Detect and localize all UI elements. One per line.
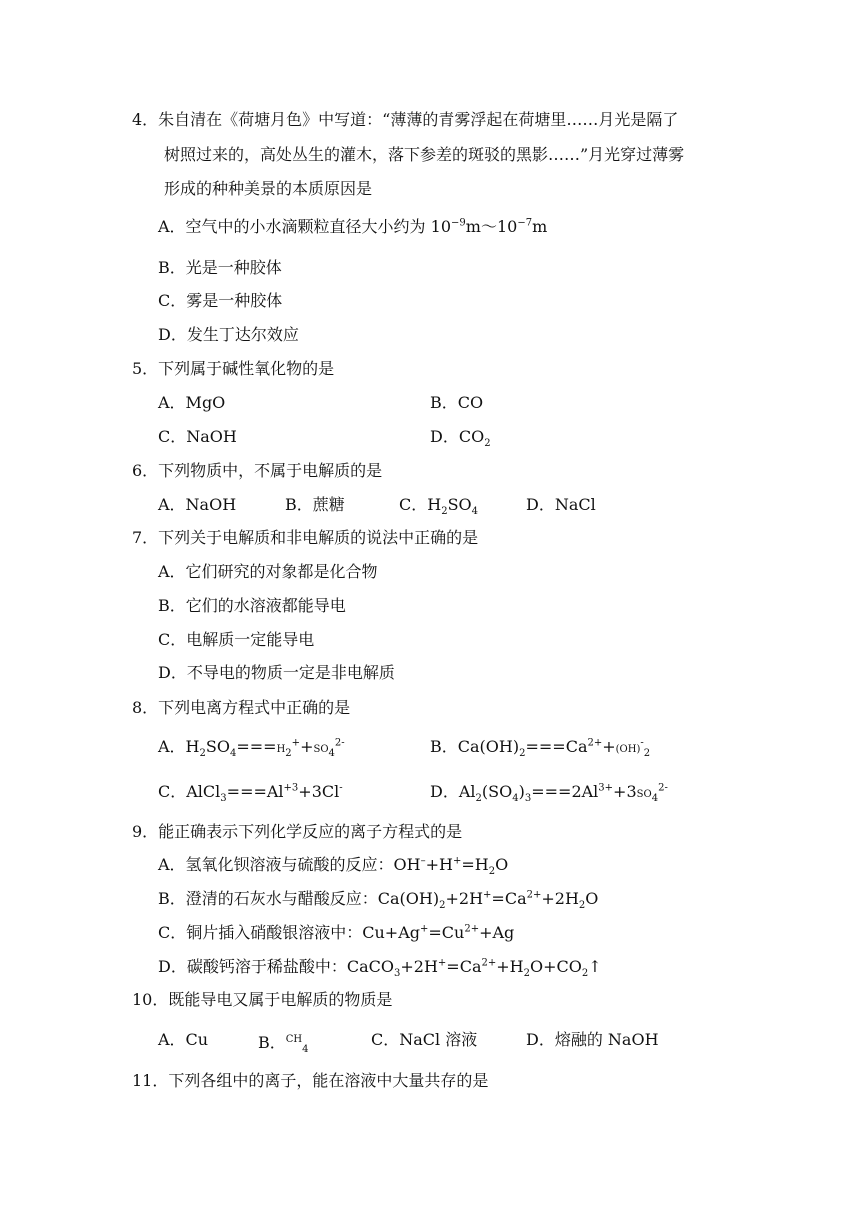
q9-stem: 9．能正确表示下列化学反应的离子方程式的是 <box>132 822 463 841</box>
q10-stem: 10．既能导电又属于电解质的物质是 <box>132 990 393 1009</box>
q10-option-c: C．NaCl 溶液 <box>371 1030 478 1049</box>
q6-option-b: B．蔗糖 <box>285 495 345 514</box>
q6-option-d: D．NaCl <box>526 495 596 514</box>
q5-option-c: C．NaOH <box>158 427 237 446</box>
q7-option-c: C．电解质一定能导电 <box>158 630 315 649</box>
q10-option-b: B．$^{CH}_4$ <box>258 1033 309 1056</box>
q9-option-d: D．碳酸钙溶于稀盐酸中：$CaCO_3+2H^+=Ca^{2+}+H_2O+CO_2↑$ <box>158 957 602 980</box>
q5-stem: 5．下列属于碱性氧化物的是 <box>132 359 335 378</box>
q8-option-c: C．$AlCl_3===Al^{+3}+3Cl^-$ <box>158 782 343 805</box>
q4-option-a: A．空气中的小水滴颗粒直径大小约为 $10^{-9}m\sim 10^{-7}m$ <box>158 217 548 236</box>
q8-option-b: B．$Ca(OH)_2===Ca^{2+}+(OH)^-_2$ <box>430 737 651 760</box>
q7-option-d: D．不导电的物质一定是非电解质 <box>158 663 395 682</box>
q10-option-a: A．Cu <box>158 1030 209 1049</box>
q4-stem-line3: 形成的种种美景的本质原因是 <box>164 179 373 198</box>
q7-option-b: B．它们的水溶液都能导电 <box>158 596 346 615</box>
q6-option-a: A．NaOH <box>158 495 237 514</box>
q5-option-a: A．MgO <box>158 393 226 412</box>
q6-option-c: C．$H_2SO_4$ <box>399 495 479 518</box>
q8-option-a: A．$H_2SO_4===H_2^++SO_4^{2-}$ <box>158 737 345 760</box>
q4-option-b: B．光是一种胶体 <box>158 258 282 277</box>
q9-option-b: B．澄清的石灰水与醋酸反应：$Ca(OH)_2+2H^+=Ca^{2+}+2H_2O$ <box>158 889 599 912</box>
q5-option-b: B．CO <box>430 393 484 412</box>
q9-option-a: A．氢氧化钡溶液与硫酸的反应：$OH^-+H^+=H_2O$ <box>158 855 509 878</box>
q4-stem-line2: 树照过来的，高处丛生的灌木，落下参差的斑驳的黑影……”月光穿过薄雾 <box>164 145 685 164</box>
q9-option-c: C．铜片插入硝酸银溶液中：$Cu+Ag^+=Cu^{2+}+Ag$ <box>158 923 515 942</box>
q11-stem: 11．下列各组中的离子，能在溶液中大量共存的是 <box>132 1071 489 1090</box>
q10-option-d: D．熔融的 NaOH <box>526 1030 659 1049</box>
q6-stem: 6．下列物质中，不属于电解质的是 <box>132 461 383 480</box>
q8-option-d: D．$Al_2(SO_4)_3===2Al^{3+}+3SO_4^{2-}$ <box>430 782 668 805</box>
q4-stem-line1: 4．朱自清在《荷塘月色》中写道：“薄薄的青雾浮起在荷塘里……月光是隔了 <box>132 110 679 129</box>
q7-option-a: A．它们研究的对象都是化合物 <box>158 562 378 581</box>
q5-option-d: D．$CO_2$ <box>430 427 491 450</box>
q8-stem: 8．下列电离方程式中正确的是 <box>132 698 351 717</box>
q7-stem: 7．下列关于电解质和非电解质的说法中正确的是 <box>132 528 479 547</box>
q4-option-c: C．雾是一种胶体 <box>158 291 283 310</box>
q4-option-d: D．发生丁达尔效应 <box>158 325 299 344</box>
